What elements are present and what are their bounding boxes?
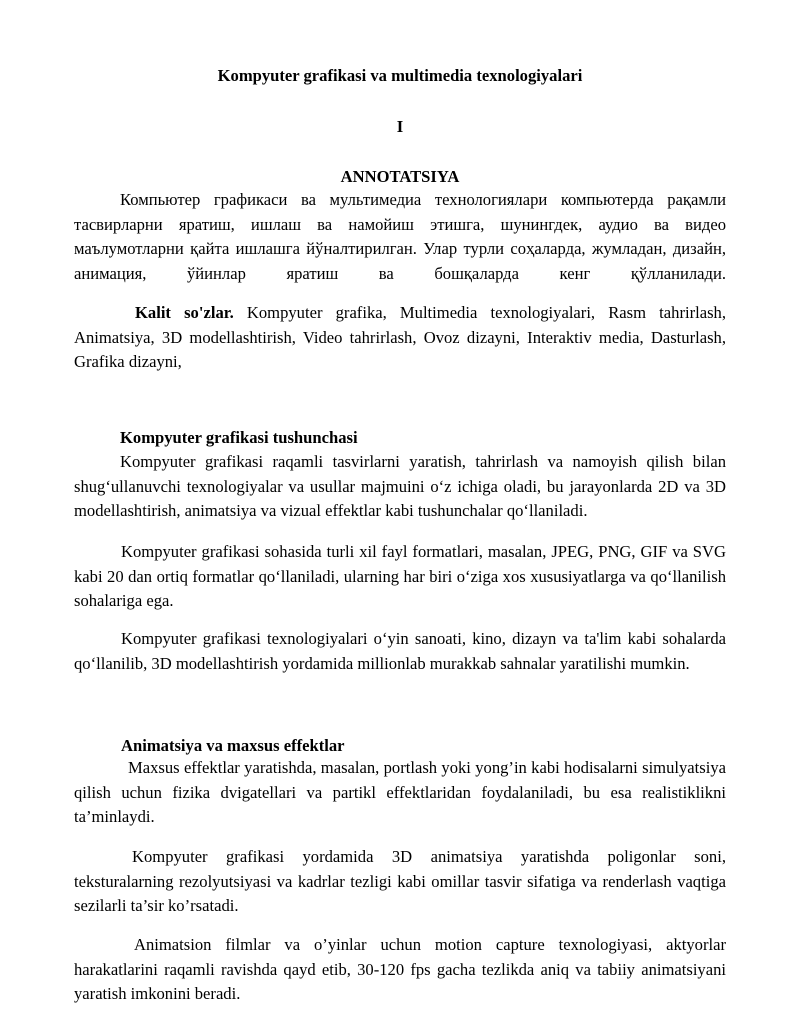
keywords-line — [74, 301, 726, 375]
keywords-label: Kalit so'zlar. — [135, 303, 234, 322]
annotation-text: Компьютер графикаси ва мультимедиа технологиялари компьютерда рақамли тасвирларни яратиш, ишлаш ва намойиш этишга, шунингдек, аудио ва видео маълумотларни қайта ишлашга йўналтирилган. Улар турли соҳаларда, жумладан, дизайн, анимация, ўйинлар яратиш ва бошқаларда кенг қўлланилади. — [74, 190, 726, 283]
annotation-heading: ANNOTATSIYA — [340, 167, 460, 186]
section-heading: Kompyuter grafikasi tushunchasi — [120, 428, 358, 447]
section2-paragraph-2 — [74, 845, 726, 919]
section1-paragraph-1 — [74, 450, 726, 524]
paragraph-text: Kompyuter grafikasi texnologiyalari o‘yin sanoati, kino, dizayn va ta'lim kabi sohalarda qo‘llanilib, 3D modellashtirish yordamida millionlab murakkab sahnalar yaratilishi mumkin. — [74, 629, 726, 673]
paragraph-text: Kompyuter grafikasi raqamli tasvirlarni yaratish, tahrirlash va namoyish qilish bilan shug‘ullanuvchi texnologiyalar va usullar majmuini o‘z ichiga oladi, bu jarayonlarda 2D va 3D modellashtirish, animatsiya va vizual effektlar kabi tushunchalar qo‘llaniladi. — [74, 452, 726, 520]
paragraph-text: Maxsus effektlar yaratishda, masalan, portlash yoki yong’in kabi hodisalarni simulyatsiya qilish uchun fizika dvigatellari va partikl effektlaridan foydalaniladi, bu esa realistiklikni ta’minlaydi. — [74, 758, 726, 826]
section2-paragraph-3 — [74, 933, 726, 1007]
paragraph-text: Kompyuter grafikasi yordamida 3D animatsiya yaratishda poligonlar soni, teksturalarning rezolyutsiyasi va kadrlar tezligi kabi omillar tasvir sifatiga va renderlash vaqtiga sezilarli ta’sir ko’rsatadi. — [74, 847, 726, 915]
keywords-paragraph — [74, 301, 726, 375]
keywords-text: Kompyuter grafika, Multimedia texnologiyalari, Rasm tahrirlash, Animatsiya, 3D modellashtirish, Video tahrirlash, Ovoz dizayni, Interaktiv media, Dasturlash, Grafika dizayni, — [74, 303, 726, 371]
section1-paragraph-3 — [74, 627, 726, 676]
section-heading: Animatsiya va maxsus effektlar — [121, 736, 345, 755]
paragraph-text: Kompyuter grafikasi sohasida turli xil fayl formatlari, masalan, JPEG, PNG, GIF va SVG kabi 20 dan ortiq formatlar qo‘llaniladi, ularning har biri o‘ziga xos xususiyatlarga va qo‘llanilish sohalariga ega. — [74, 542, 726, 610]
part-number: I — [396, 117, 404, 136]
document-title: Kompyuter grafikasi va multimedia texnologiyalari — [217, 66, 583, 85]
paragraph-text: Animatsion filmlar va o’yinlar uchun motion capture texnologiyasi, aktyorlar harakatlarini raqamli ravishda qayd etib, 30-120 fps gacha tezlikda aniq va tabiiy animatsiyani yaratish imkonini beradi. — [74, 935, 726, 1003]
section1-paragraph-2 — [74, 540, 726, 614]
annotation-paragraph — [74, 188, 726, 286]
section2-paragraph-1 — [74, 756, 726, 830]
